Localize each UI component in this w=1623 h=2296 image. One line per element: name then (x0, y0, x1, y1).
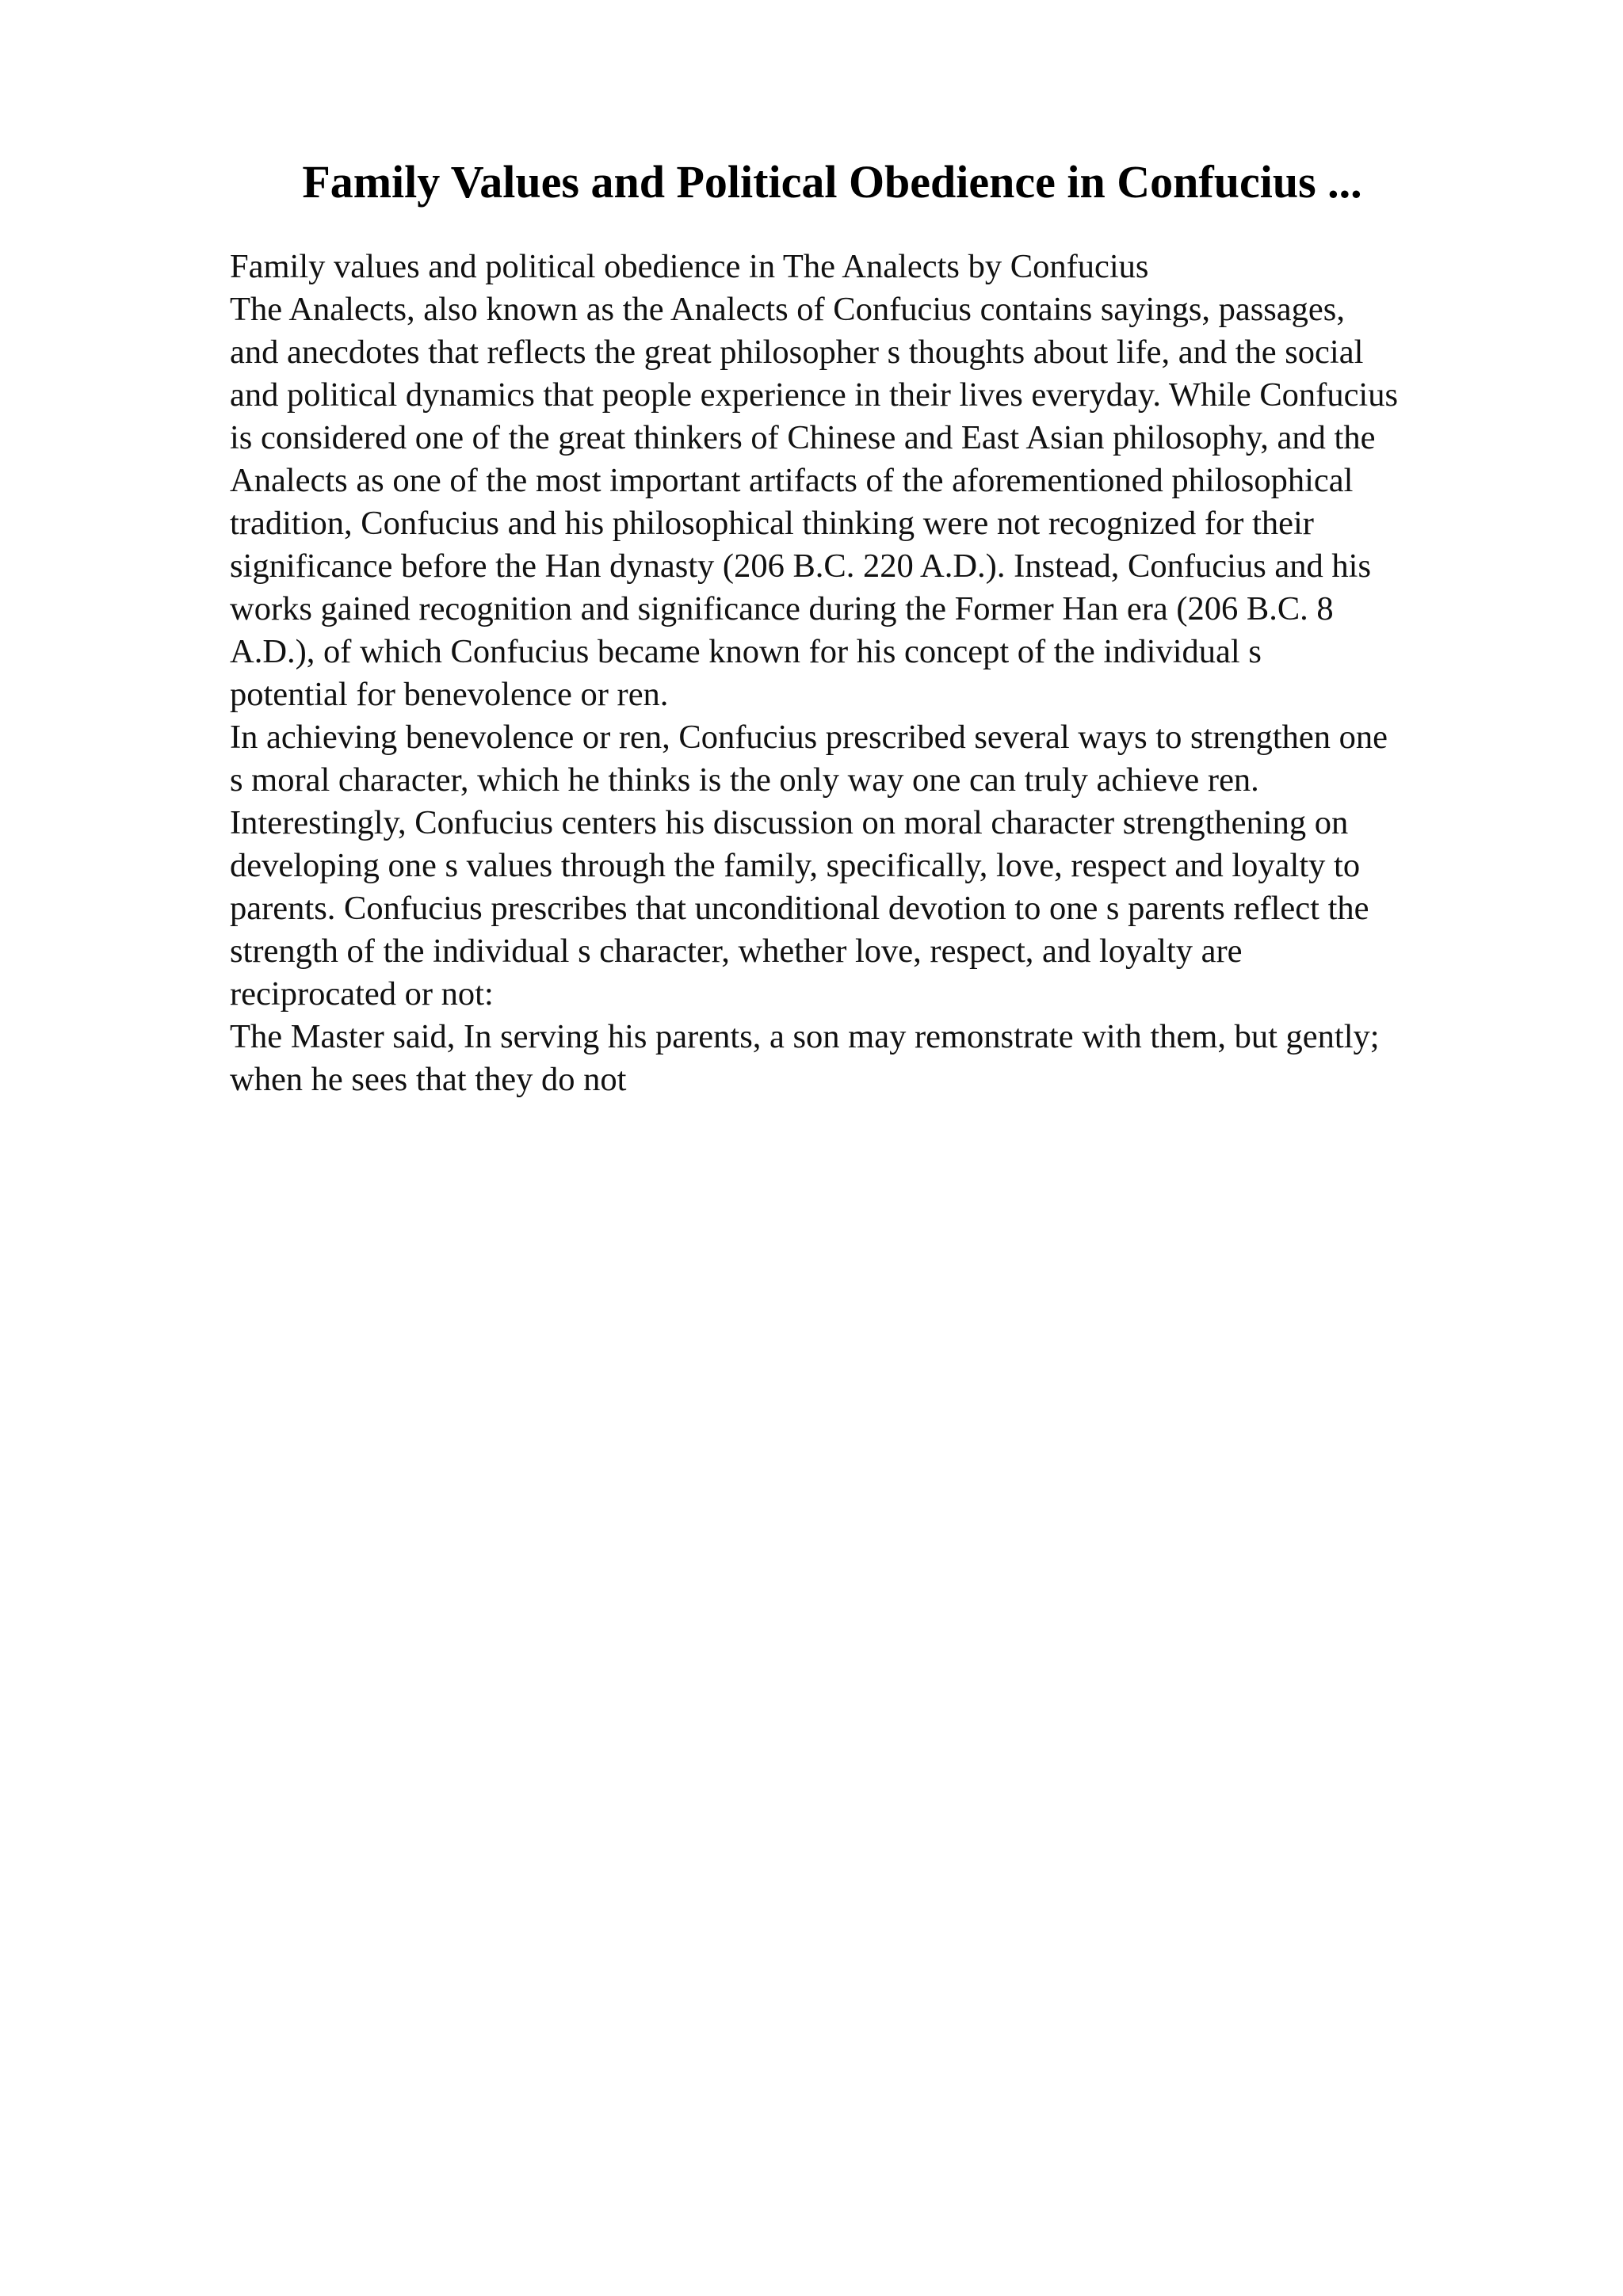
text-line: The Master said, In serving his parents, a son may remonstrate with them, but gently; (230, 1018, 1380, 1055)
text-line: Interestingly, Confucius centers his discussion on moral character strengthening on (230, 804, 1349, 841)
text-line: reciprocated or not: (230, 975, 494, 1013)
text-line: works gained recognition and significance during the Former Han era (206 B.C. 8 (230, 590, 1334, 627)
text-line: when he sees that they do not (230, 1061, 627, 1098)
text-line: A.D.), of which Confucius became known for his concept of the individual s (230, 633, 1262, 670)
text-line: potential for benevolence or ren. (230, 676, 669, 713)
text-line: strength of the individual s character, whether love, respect, and loyalty are (230, 933, 1243, 970)
document-body (230, 246, 1529, 1101)
text-line: s moral character, which he thinks is the only way one can truly achieve ren. (230, 761, 1259, 799)
text-line: and anecdotes that reflects the great philosopher s thoughts about life, and the social (230, 334, 1364, 371)
text-line: developing one s values through the family, specifically, love, respect and loyalty to (230, 847, 1361, 884)
text-line: significance before the Han dynasty (206 B.C. 220 A.D.). Instead, Confucius and his (230, 547, 1371, 585)
text-line: Analects as one of the most important artifacts of the aforementioned philosophical (230, 462, 1354, 499)
text-line: In achieving benevolence or ren, Confucius prescribed several ways to strengthen one (230, 719, 1388, 756)
document-title: Family Values and Political Obedience in Confucius ... (302, 156, 1362, 208)
text-line: tradition, Confucius and his philosophical thinking were not recognized for their (230, 505, 1314, 542)
text-line: and political dynamics that people experience in their lives everyday. While Confucius (230, 376, 1399, 414)
text-line: Family values and political obedience in The Analects by Confucius (230, 248, 1149, 285)
text-line: is considered one of the great thinkers of Chinese and East Asian philosophy, and the (230, 419, 1376, 456)
text-line: The Analects, also known as the Analects of Confucius contains sayings, passages, (230, 291, 1345, 328)
text-line: parents. Confucius prescribes that unconditional devotion to one s parents reflect the (230, 890, 1369, 927)
